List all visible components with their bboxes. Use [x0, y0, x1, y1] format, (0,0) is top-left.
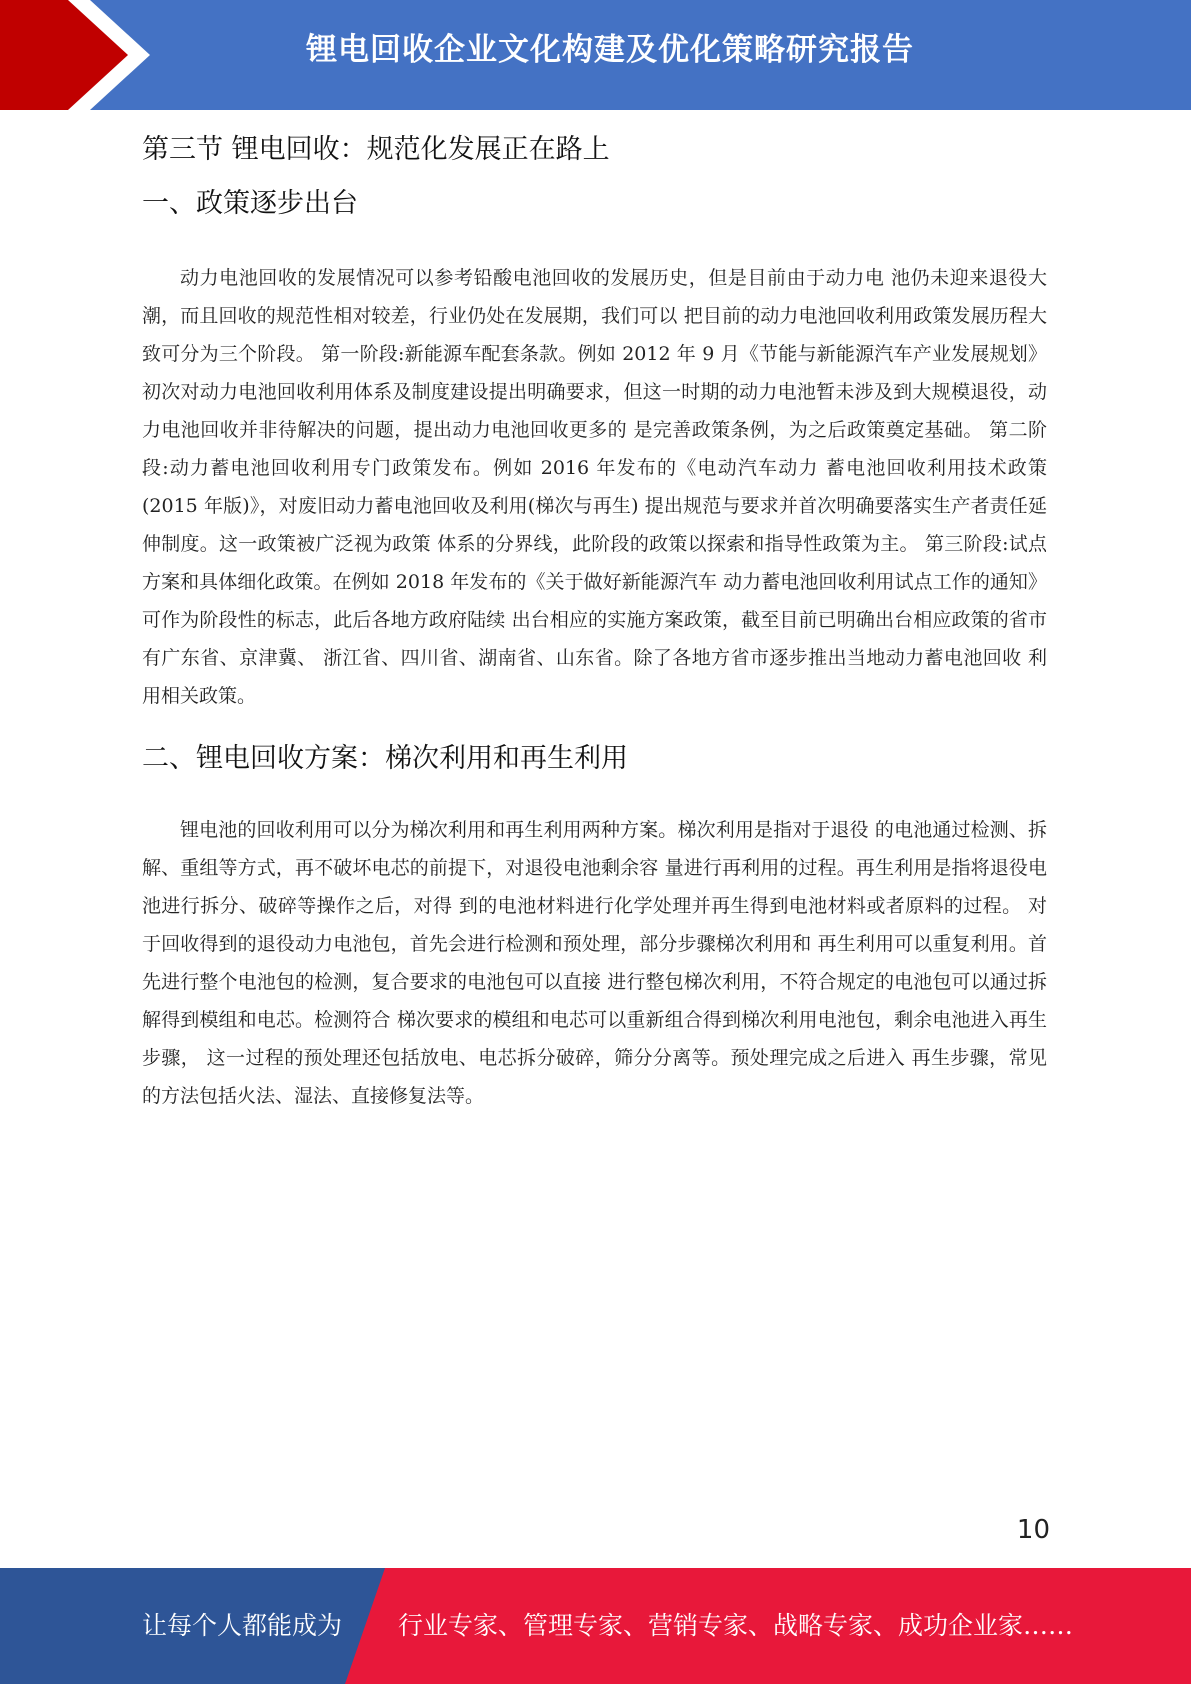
header-red-chevron [0, 0, 160, 110]
page-number: 10 [1016, 1515, 1050, 1545]
paragraph-recycling-scheme: 锂电池的回收利用可以分为梯次利用和再生利用两种方案。梯次利用是指对于退役 的电池通过检测、拆解、重组等方式，再不破坏电芯的前提下，对退役电池剩余容 量进行再利用的过程。再生利用是指将退役电池进行拆分、破碎等操作之后，对得 到的电池材料进行化学处理并再生得到电池材料或者原料的过程。 对于回收得到的退役动力电池包，首先会进行检测和预处理，部分步骤梯次利用和 再生利用可以重复利用。首先进行整个电池包的检测，复合要求的电池包可以直接 进行整包梯次利用，不符合规定的电池包可以通过拆解得到模组和电芯。检测符合 梯次要求的模组和电芯可以重新组合得到梯次利用电池包，剩余电池进入再生步骤， 这一过程的预处理还包括放电、电芯拆分破碎，筛分分离等。预处理完成之后进入 再生步骤，常见的方法包括火法、湿法、直接修复法等。 [142, 819, 1047, 1107]
footer-slogan-left: 让每个人都能成为 [142, 1611, 343, 1640]
page-footer [0, 1568, 1191, 1684]
page-header [0, 0, 1191, 110]
footer-slogan-right: 行业专家、管理专家、营销专家、战略专家、成功企业家…… [398, 1611, 1074, 1640]
section-title: 第三节 锂电回收：规范化发展正在路上 [142, 134, 610, 165]
main-content [142, 128, 1047, 1115]
heading-policy: 一、政策逐步出台 [142, 188, 358, 219]
heading-recycling-scheme: 二、锂电回收方案：梯次利用和再生利用 [142, 743, 628, 774]
paragraph-policy: 动力电池回收的发展情况可以参考铅酸电池回收的发展历史，但是目前由于动力电 池仍未迎来退役大潮，而且回收的规范性相对较差，行业仍处在发展期，我们可以 把目前的动力电池回收利用政策发展历程大致可分为三个阶段。 第一阶段:新能源车配套条款。例如 2012 年 9 月《节能与新能源汽车产业发展规划》 初次对动力电池回收利用体系及制度建设提出明确要求，但这一时期的动力电池暂未涉及到大规模退役，动力电池回收并非待解决的问题，提出动力电池回收更多的 是完善政策条例，为之后政策奠定基础。 第二阶段:动力蓄电池回收利用专门政策发布。例如 2016 年发布的《电动汽车动力 蓄电池回收利用技术政策(2015 年版)》，对废旧动力蓄电池回收及利用(梯次与再生) 提出规范与要求并首次明确要落实生产者责任延伸制度。这一政策被广泛视为政策 体系的分界线，此阶段的政策以探索和指导性政策为主。 第三阶段:试点方案和具体细化政策。在例如 2018 年发布的《关于做好新能源汽车 动力蓄电池回收利用试点工作的通知》可作为阶段性的标志，此后各地方政府陆续 出台相应的实施方案政策，截至目前已明确出台相应政策的省市有广东省、京津冀、 浙江省、四川省、湖南省、山东省。除了各地方省市逐步推出当地动力蓄电池回收 利用相关政策。 [142, 267, 1047, 707]
header-title: 锂电回收企业文化构建及优化策略研究报告 [306, 32, 914, 68]
